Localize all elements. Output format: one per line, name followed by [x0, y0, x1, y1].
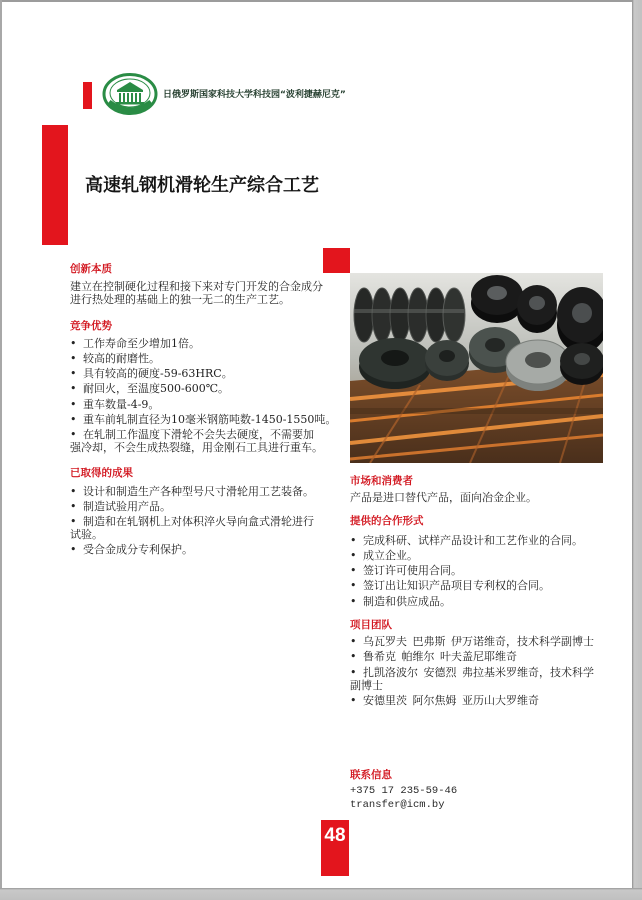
- page-number: 48: [324, 825, 346, 846]
- cooperation-heading: 提供的合作形式: [350, 515, 424, 527]
- advantages-heading: 竞争优势: [70, 320, 112, 332]
- team-member: • 扎凯洛波尔 安德烈 弗拉基米罗维奇，技术科学副博士: [350, 666, 597, 692]
- results-heading: 已取得的成果: [70, 467, 133, 479]
- list-item: • 工作寿命至少增加1倍。: [70, 337, 325, 350]
- innovation-heading: 创新本质: [70, 263, 112, 275]
- product-photo: [350, 273, 603, 463]
- market-heading: 市场和消费者: [350, 475, 413, 487]
- list-item: • 完成科研、试样产品设计和工艺作业的合同。: [350, 534, 600, 547]
- list-item: • 受合金成分专利保护。: [70, 543, 320, 556]
- list-item: • 签订出让知识产品项目专利权的合同。: [350, 579, 600, 592]
- cooperation-list: [350, 534, 600, 610]
- list-item: • 制造试验用产品。: [70, 500, 320, 513]
- list-item: • 在轧制工作温度下滑轮不会失去硬度，不需要加强冷却，不会生成热裂缝，用金刚石工具进行重车。: [70, 428, 325, 454]
- list-item: • 设计和制造生产各种型号尺寸滑轮用工艺装备。: [70, 485, 320, 498]
- team-heading: 项目团队: [350, 619, 392, 631]
- polytechnic-emblem-icon: [102, 73, 158, 115]
- page-edge-top: [0, 0, 642, 2]
- page-number-box: [321, 820, 349, 876]
- list-item: • 制造和供应成品。: [350, 595, 600, 608]
- list-item: • 重车数量-4-9。: [70, 398, 325, 411]
- team-member: • 鲁希克 帕维尔 叶夫盖尼耶维奇: [350, 650, 597, 663]
- page-edge-bottom: [0, 888, 642, 900]
- list-item: • 耐回火，至温度500-600℃。: [70, 382, 325, 395]
- list-item: • 具有较高的硬度-59-63HRC。: [70, 367, 325, 380]
- list-item: • 制造和在轧钢机上对体积淬火导向盒式滑轮进行试验。: [70, 515, 320, 541]
- innovation-text: 建立在控制硬化过程和接下来对专门开发的合金成分进行热处理的基础上的独一无二的生产工艺。: [70, 280, 323, 306]
- results-list: [70, 485, 320, 559]
- list-item: • 签订许可使用合同。: [350, 564, 600, 577]
- market-text: 产品是进口替代产品，面向冶金企业。: [350, 490, 537, 504]
- product-photo-graphic: [350, 273, 603, 463]
- list-item: • 成立企业。: [350, 549, 600, 562]
- advantages-list: [70, 336, 337, 457]
- header-red-bar: [83, 82, 92, 109]
- logo-graphic: [102, 73, 158, 115]
- organization-name: 日俄罗斯国家科技大学科技园“波利捷赫尼克”: [163, 90, 346, 100]
- page-edge-right: [632, 0, 642, 900]
- list-item: • 重车前轧制直径为10毫米钢筋吨数-1450-1550吨。: [70, 413, 325, 426]
- contact-heading: 联系信息: [350, 769, 392, 781]
- page-title: 高速轧钢机滑轮生产综合工艺: [85, 175, 319, 196]
- team-member: • 安德里茨 阿尔焦姆 亚历山大罗维奇: [350, 694, 597, 707]
- contact-email: transfer@icm.by: [350, 798, 445, 811]
- title-red-bar: [42, 125, 68, 245]
- team-list: [350, 635, 597, 709]
- red-square-accent: [323, 248, 350, 273]
- team-member: • 乌瓦罗夫 巴弗斯 伊万诺维奇，技术科学副博士: [350, 635, 597, 648]
- list-item: • 较高的耐磨性。: [70, 352, 325, 365]
- contact-phone: +375 17 235-59-46: [350, 784, 458, 797]
- page-edge-left: [0, 0, 2, 900]
